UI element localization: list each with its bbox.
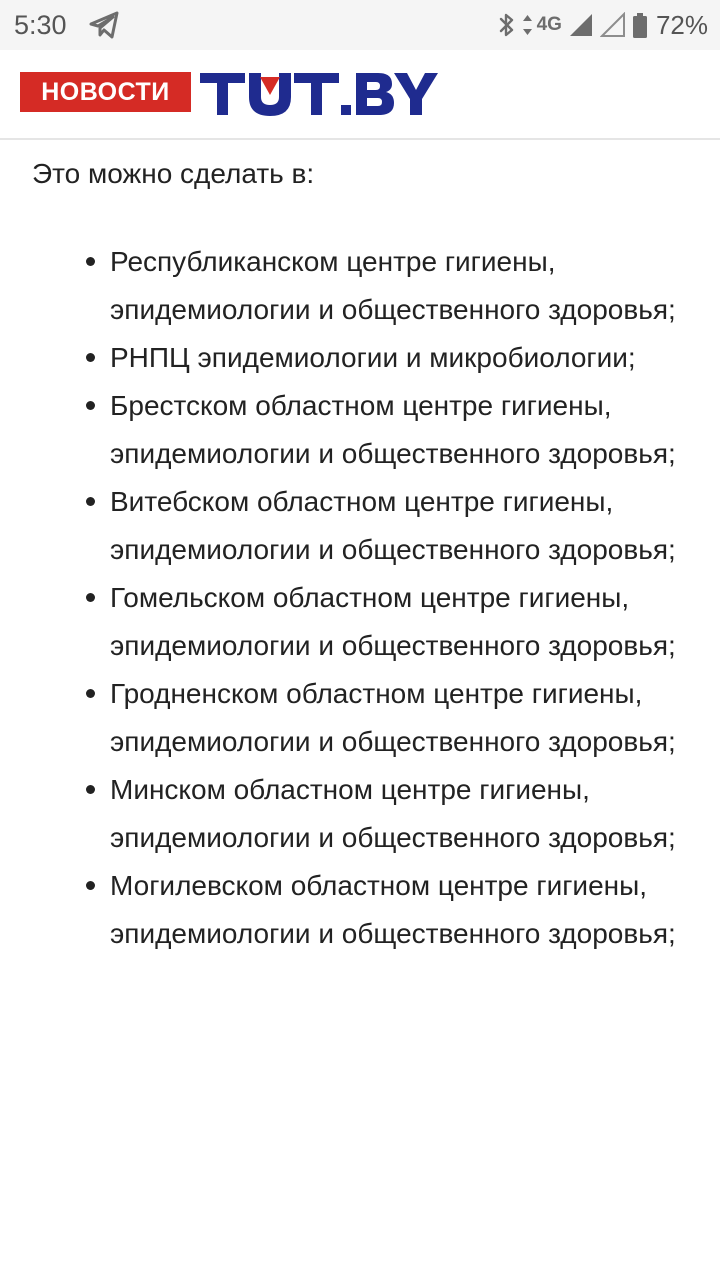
site-header — [0, 50, 720, 140]
bullet-icon — [86, 257, 95, 266]
news-section-link[interactable]: НОВОСТИ — [20, 72, 191, 112]
bullet-icon — [86, 353, 95, 362]
bullet-icon — [86, 497, 95, 506]
list-item-text: Брестском областном центре гигиены, эпидемиологии и общественного здоровья; — [110, 390, 676, 469]
list-item-text: Гродненском областном центре гигиены, эпидемиологии и общественного здоровья; — [110, 678, 676, 757]
list-item — [110, 766, 700, 862]
list-item — [110, 478, 700, 574]
list-item-text: Республиканском центре гигиены, эпидемиологии и общественного здоровья; — [110, 246, 676, 325]
network-type: 4G — [536, 14, 562, 35]
list-item-text: Могилевском областном центре гигиены, эпидемиологии и общественного здоровья; — [110, 870, 676, 949]
bullet-icon — [86, 593, 95, 602]
bullet-icon — [86, 785, 95, 794]
list-item-text: РНПЦ эпидемиологии и микробиологии; — [110, 342, 636, 373]
list-item — [110, 334, 700, 382]
list-item — [110, 382, 700, 478]
bullet-icon — [86, 401, 95, 410]
list-item — [110, 670, 700, 766]
testing-locations-list — [110, 238, 700, 958]
bluetooth-icon — [498, 12, 516, 38]
tutby-logo[interactable] — [200, 70, 438, 118]
list-item — [110, 574, 700, 670]
battery-percentage: 72% — [655, 9, 708, 40]
battery-icon — [632, 12, 648, 39]
status-bar — [0, 0, 720, 50]
data-transfer-icon — [522, 13, 533, 37]
signal-empty-icon — [600, 12, 626, 38]
bullet-icon — [86, 881, 95, 890]
list-item-text: Минском областном центре гигиены, эпидемиологии и общественного здоровья; — [110, 774, 676, 853]
list-item-text: Витебском областном центре гигиены, эпидемиологии и общественного здоровья; — [110, 486, 676, 565]
list-item — [110, 238, 700, 334]
article-intro: Это можно сделать в: — [32, 158, 315, 189]
list-item-text: Гомельском областном центре гигиены, эпидемиологии и общественного здоровья; — [110, 582, 676, 661]
status-time: 5:30 — [14, 10, 67, 40]
signal-strength-icon — [568, 12, 594, 38]
list-item — [110, 862, 700, 958]
status-icons — [498, 9, 708, 41]
telegram-icon — [89, 11, 120, 39]
bullet-icon — [86, 689, 95, 698]
